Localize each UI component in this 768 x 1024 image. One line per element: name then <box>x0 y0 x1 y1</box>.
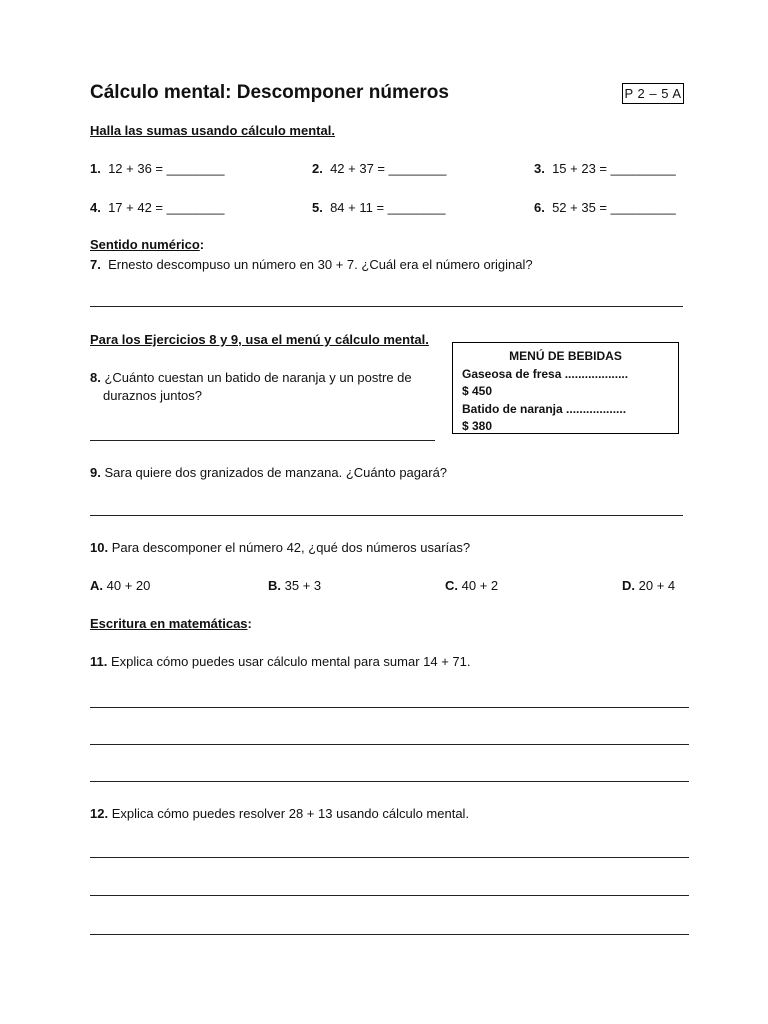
question-number: 10. <box>90 540 109 555</box>
option-text: 35 + 3 <box>284 578 322 593</box>
question-8-continued: duraznos juntos? <box>103 388 203 403</box>
problem-expression: 42 + 37 = ________ <box>330 161 447 176</box>
page-title: Cálculo mental: Descomponer números <box>90 82 449 103</box>
drinks-menu-box <box>452 342 679 434</box>
question-9 <box>90 465 447 480</box>
menu-title: MENÚ DE BEBIDAS <box>509 349 622 363</box>
question-8 <box>90 370 412 385</box>
problem-expression: 17 + 42 = ________ <box>108 200 225 215</box>
section-heading-writing <box>90 616 252 631</box>
question-number: 8. <box>90 370 101 385</box>
problem-expression: 84 + 11 = ________ <box>330 200 446 215</box>
question-7 <box>90 257 533 272</box>
problem-number: 1. <box>90 161 101 176</box>
question-text: Ernesto descompuso un número en 30 + 7. ¿Cuál era el número original? <box>108 257 533 272</box>
answer-line <box>90 306 683 307</box>
question-text: Sara quiere dos granizados de manzana. ¿Cuánto pagará? <box>104 465 448 480</box>
question-number: 11. <box>90 654 108 669</box>
question-text: Explica cómo puedes resolver 28 + 13 usando cálculo mental. <box>111 806 470 821</box>
problem-expression: 15 + 23 = _________ <box>552 161 676 176</box>
problem-6 <box>534 200 676 215</box>
problem-expression: 52 + 35 = _________ <box>552 200 676 215</box>
option-letter: A. <box>90 578 103 593</box>
option-text: 20 + 4 <box>638 578 676 593</box>
option-text: 40 + 2 <box>461 578 499 593</box>
problem-1 <box>90 161 224 176</box>
answer-line <box>90 707 689 708</box>
question-number: 12. <box>90 806 109 821</box>
heading-colon: : <box>199 237 205 252</box>
answer-line <box>90 515 683 516</box>
problem-4 <box>90 200 224 215</box>
section-heading-menu: Para los Ejercicios 8 y 9, usa el menú y cálculo mental. <box>90 332 429 347</box>
section-heading-number-sense <box>90 237 204 252</box>
problem-number: 4. <box>90 200 101 215</box>
question-text: Para descomponer el número 42, ¿qué dos números usarías? <box>111 540 471 555</box>
heading-colon: : <box>247 616 252 631</box>
option-letter: C. <box>445 578 458 593</box>
question-text: Explica cómo puedes usar cálculo mental para sumar 14 + 71. <box>110 654 471 669</box>
section-heading-text: Sentido numérico <box>90 237 200 252</box>
problem-3 <box>534 161 676 176</box>
option-letter: B. <box>268 578 281 593</box>
problem-number: 6. <box>534 200 545 215</box>
option-letter: D. <box>622 578 635 593</box>
answer-line <box>90 895 689 896</box>
problem-number: 2. <box>312 161 323 176</box>
option-a <box>90 578 150 593</box>
problem-expression: 12 + 36 = ________ <box>108 161 225 176</box>
menu-price-strawberry-soda: $ 450 <box>462 384 493 398</box>
problem-2 <box>312 161 446 176</box>
answer-line <box>90 857 689 858</box>
problem-number: 5. <box>312 200 323 215</box>
menu-price-orange-shake: $ 380 <box>462 419 493 433</box>
answer-line <box>90 744 689 745</box>
option-d <box>622 578 675 593</box>
answer-line <box>90 440 435 441</box>
option-text: 40 + 20 <box>106 578 151 593</box>
question-10 <box>90 540 470 555</box>
option-b <box>268 578 321 593</box>
question-text: ¿Cuánto cuestan un batido de naranja y un postre de <box>104 370 412 385</box>
question-11 <box>90 654 470 669</box>
problem-number: 3. <box>534 161 545 176</box>
menu-item-strawberry-soda: Gaseosa de fresa ................... <box>462 366 629 381</box>
section-heading-text: Escritura en matemáticas <box>90 616 248 631</box>
question-number: 7. <box>90 257 101 272</box>
question-12 <box>90 806 469 821</box>
problem-5 <box>312 200 446 215</box>
answer-line <box>90 781 689 782</box>
section-heading-sums: Halla las sumas usando cálculo mental. <box>90 123 335 138</box>
option-c <box>445 578 498 593</box>
answer-line <box>90 934 689 935</box>
worksheet-code-box: P 2 – 5 A <box>622 83 684 104</box>
menu-item-orange-shake: Batido de naranja .................. <box>462 401 627 416</box>
question-number: 9. <box>90 465 101 480</box>
